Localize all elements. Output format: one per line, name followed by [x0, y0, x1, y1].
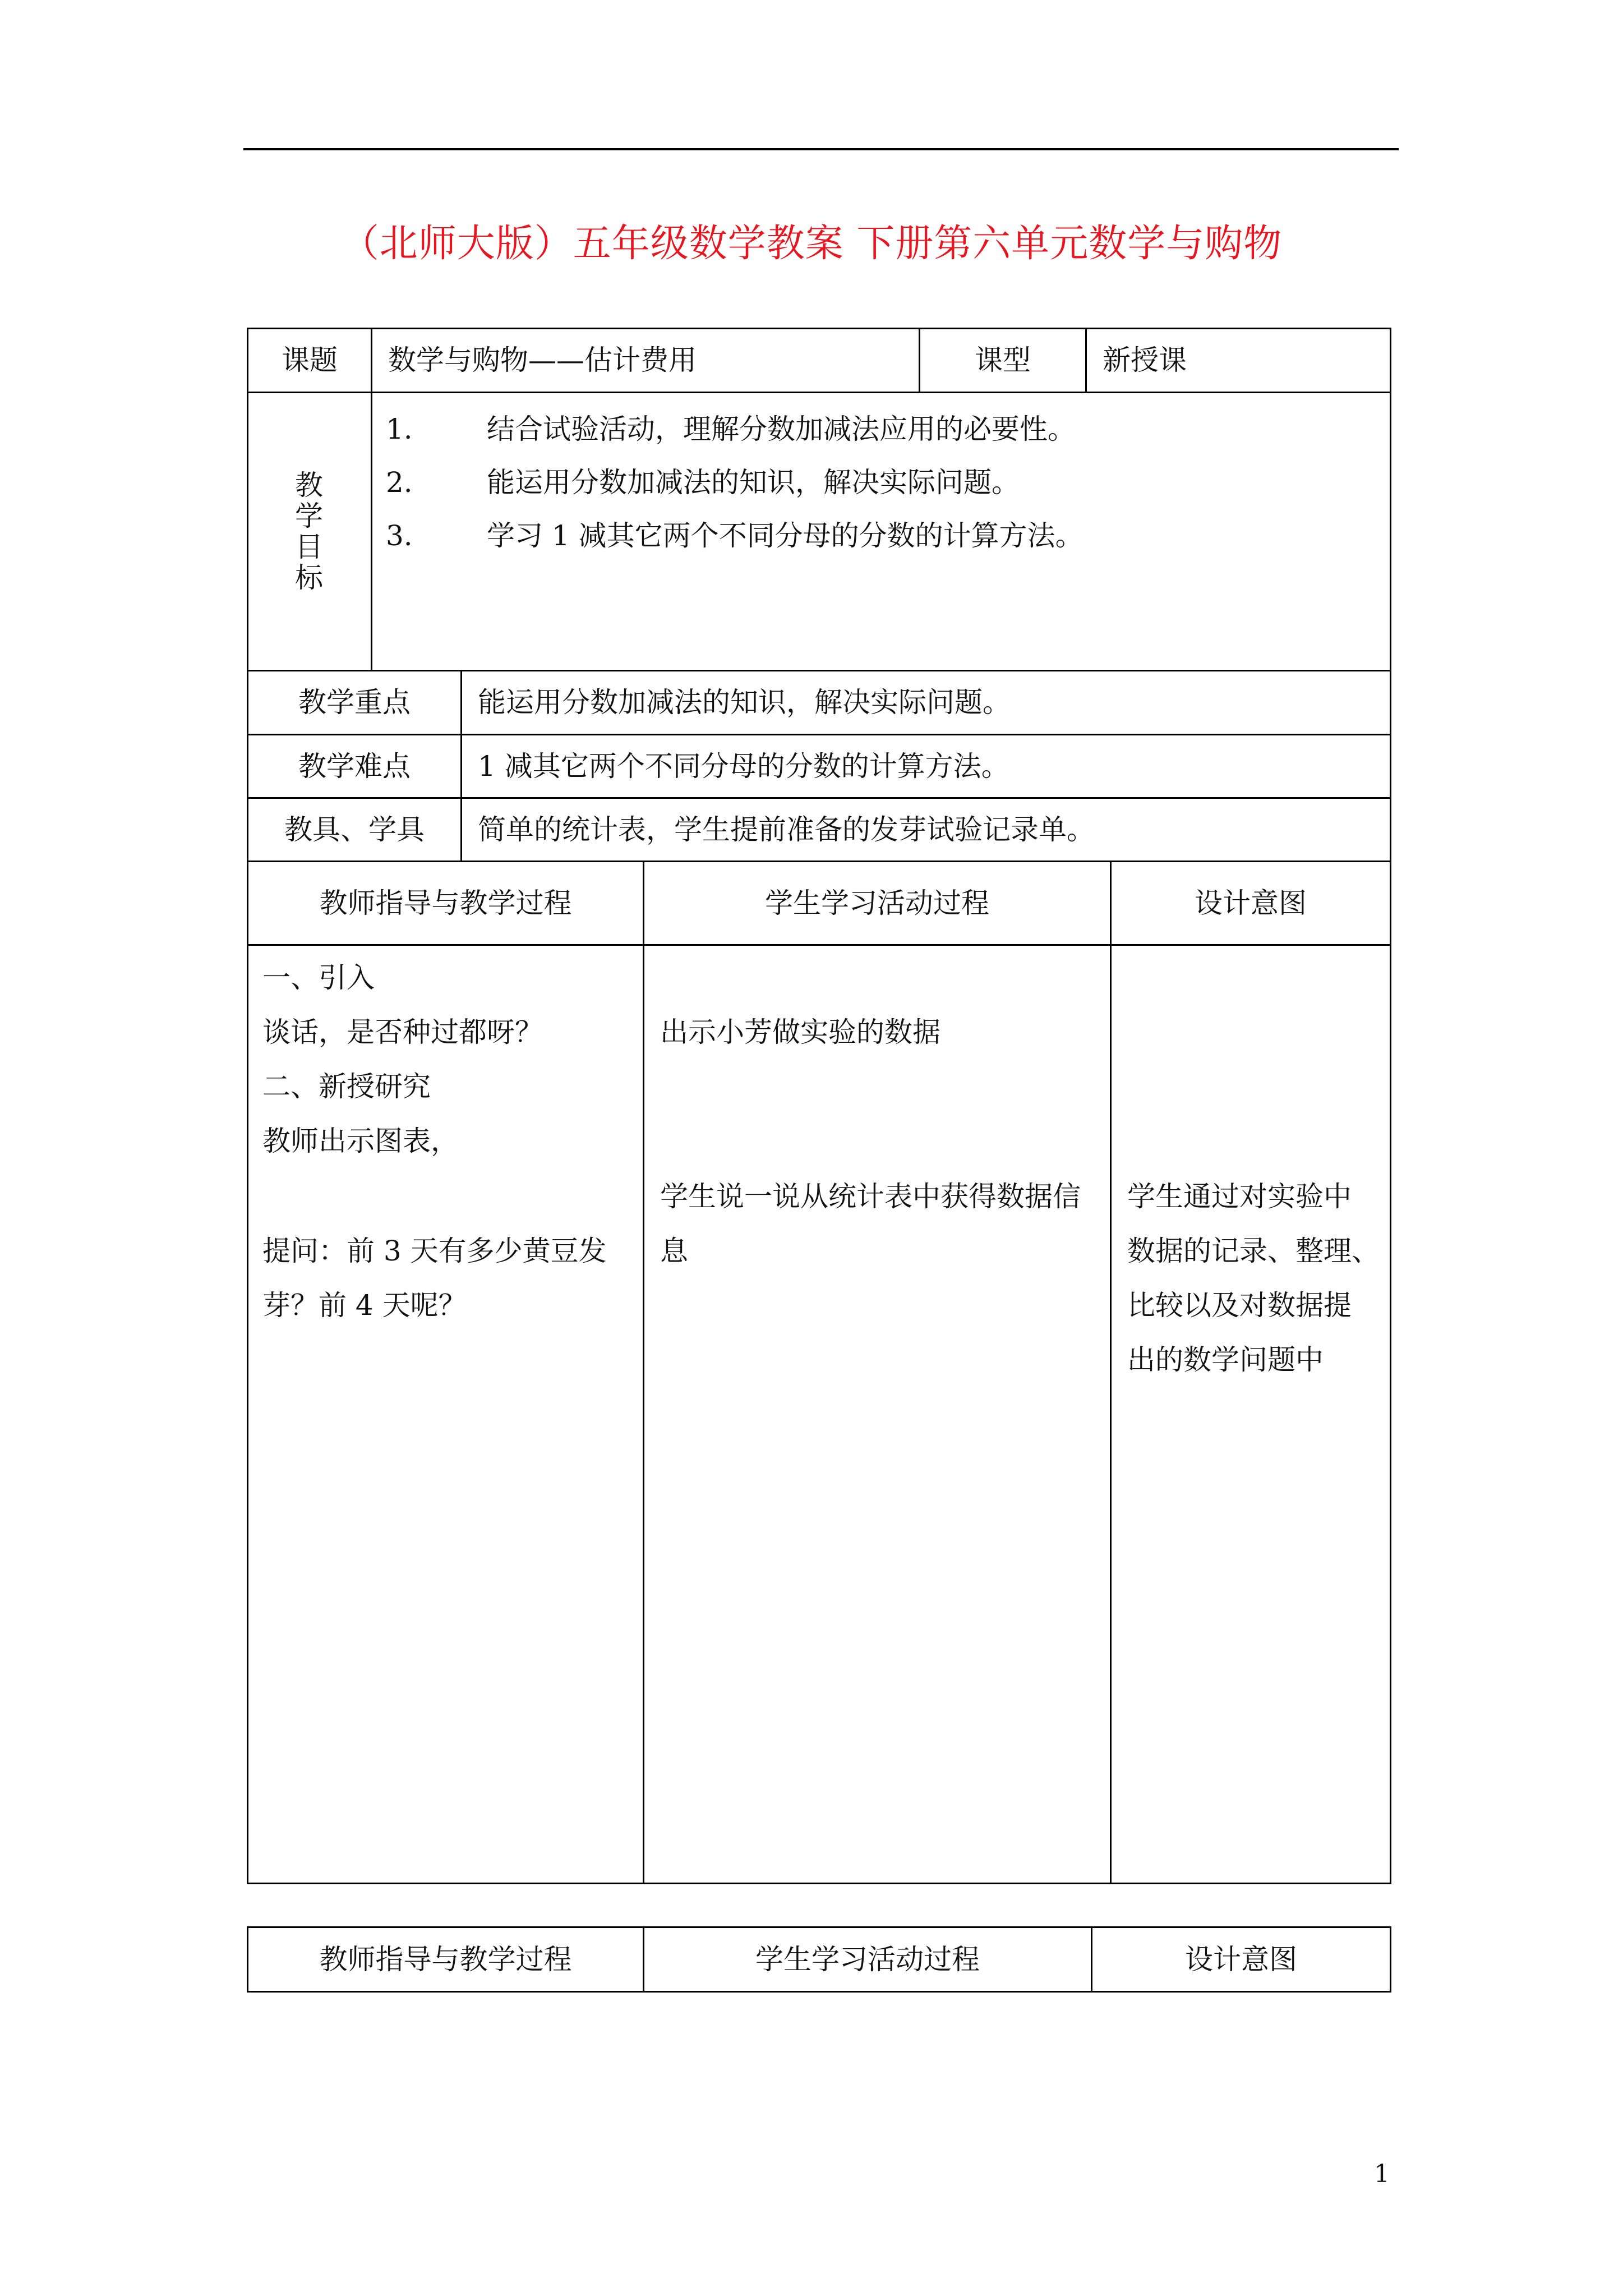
- objectives-label: 教 学 目 标: [295, 469, 323, 594]
- topic-label: 课题: [282, 344, 338, 377]
- tools-label: 教具、学具: [284, 813, 425, 846]
- type-value: 新授课: [1103, 344, 1187, 377]
- difficulty-value: 1 减其它两个不同分母的分数的计算方法。: [478, 749, 1009, 783]
- key-point-label: 教学重点: [298, 686, 411, 719]
- document-title: （北师大版）五年级数学教案 下册第六单元数学与购物: [340, 222, 1283, 266]
- difficulty-label: 教学难点: [298, 749, 411, 783]
- student-process-header: 学生学习活动过程: [765, 886, 989, 919]
- tools-value: 简单的统计表，学生提前准备的发芽试验记录单。: [478, 813, 1095, 846]
- type-label: 课型: [975, 344, 1031, 377]
- design-intent-header: 设计意图: [1195, 886, 1307, 919]
- design-intent-header-2: 设计意图: [1185, 1943, 1297, 1976]
- topic-value: 数学与购物——估计费用: [388, 344, 697, 377]
- page-number: 1: [1374, 2160, 1390, 2188]
- key-point-value: 能运用分数加减法的知识，解决实际问题。: [478, 686, 1011, 719]
- student-process-header-2: 学生学习活动过程: [755, 1943, 980, 1976]
- header-rule: [243, 148, 1399, 150]
- teacher-process-header: 教师指导与教学过程: [319, 886, 572, 919]
- teacher-process-header-2: 教师指导与教学过程: [319, 1943, 572, 1976]
